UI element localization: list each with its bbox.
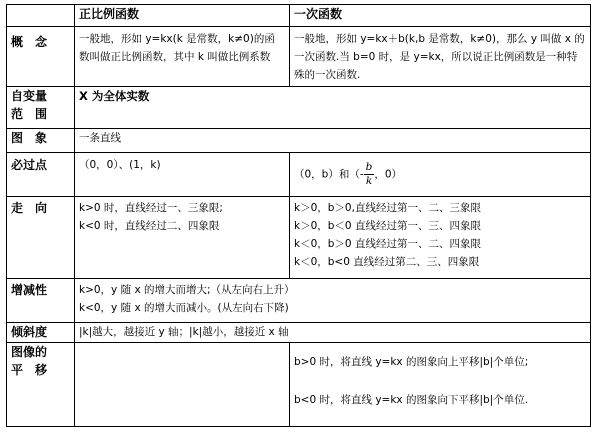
direction-linear-line2: k＞0，b＜0 直线经过第一、三、四象限 xyxy=(294,220,481,232)
point-linear xyxy=(290,153,591,197)
row-label-slope: 倾斜度 xyxy=(7,323,75,343)
point-linear-prefix: （0，b）和（- xyxy=(294,168,364,181)
domain-text: X 为全体实数 xyxy=(79,89,150,103)
translation-proportional xyxy=(75,343,290,427)
concept-linear: 一般地，形如 y=kx＋b(k,b 是常数，k≠0)，那么 y 叫做 x 的一次函数.当 b=0 时，是 y=kx，所以说正比例函数是一种特殊的一次函数. xyxy=(290,27,591,87)
direction-proportional-line2: k<0 时，直线经过二、四象限 xyxy=(79,220,220,232)
header-row xyxy=(7,5,591,27)
translation-spacer xyxy=(294,371,586,391)
row-graph xyxy=(7,129,591,153)
monotonic-line1: k>0，y 随 x 的增大而增大;（从左向右上升） xyxy=(79,284,295,296)
row-concept xyxy=(7,27,591,87)
row-slope xyxy=(7,323,591,343)
point-linear-suffix: ，0） xyxy=(374,168,403,181)
header-linear: 一次函数 xyxy=(290,5,591,27)
header-empty-cell xyxy=(7,5,75,27)
domain-value xyxy=(75,87,591,129)
row-label-translation-line1: 图像的 xyxy=(11,345,48,359)
row-label-point: 必过点 xyxy=(7,153,75,197)
row-monotonic xyxy=(7,279,591,323)
direction-linear-line1: k＞0，b＞0,直线经过第一、二、三象限 xyxy=(294,202,481,214)
concept-proportional: 一般地，形如 y=kx(k 是常数，k≠0)的函数叫做正比例函数，其中 k 叫做比例系数 xyxy=(75,27,290,87)
monotonic-line2: k<0，y 随 x 的增大而减小。(从左向右下降) xyxy=(79,302,289,314)
direction-linear-line4: k＜0，b<0 直线经过第二、三、四象限 xyxy=(294,256,480,268)
direction-linear xyxy=(290,197,591,279)
row-translation xyxy=(7,343,591,427)
translation-linear-line2: b<0 时，将直线 y=kx 的图象向下平移|b|个单位. xyxy=(294,394,529,406)
row-label-translation-line2: 平 移 xyxy=(11,363,48,377)
fraction-b-over-k xyxy=(364,161,375,188)
row-label-translation xyxy=(7,343,75,427)
direction-proportional-line1: k>0 时，直线经过一、三象限; xyxy=(79,202,223,214)
direction-linear-line3: k＜0，b＞0 直线经过第一、二、四象限 xyxy=(294,238,481,250)
function-comparison-table xyxy=(6,4,591,427)
fraction-numerator: b xyxy=(365,161,373,173)
translation-linear xyxy=(290,343,591,427)
graph-value: 一条直线 xyxy=(75,129,591,153)
row-label-monotonic: 增减性 xyxy=(7,279,75,323)
slope-value: |k|越大，越接近 y 轴；|k|越小，越接近 x 轴 xyxy=(75,323,591,343)
row-label-concept: 概 念 xyxy=(7,27,75,87)
monotonic-value xyxy=(75,279,591,323)
row-direction xyxy=(7,197,591,279)
row-label-direction: 走 向 xyxy=(7,197,75,279)
row-label-domain-line1: 自变量 xyxy=(11,89,48,103)
direction-proportional xyxy=(75,197,290,279)
point-proportional: （0，0）、(1，k) xyxy=(75,153,290,197)
fraction-denominator: k xyxy=(365,175,373,187)
text-cursor xyxy=(590,360,591,374)
row-point xyxy=(7,153,591,197)
header-proportional: 正比例函数 xyxy=(75,5,290,27)
row-label-graph: 图 象 xyxy=(7,129,75,153)
row-domain xyxy=(7,87,591,129)
row-label-domain-line2: 范 围 xyxy=(11,107,48,121)
row-label-domain xyxy=(7,87,75,129)
translation-linear-line1: b>0 时，将直线 y=kx 的图象向上平移|b|个单位; xyxy=(294,356,529,368)
